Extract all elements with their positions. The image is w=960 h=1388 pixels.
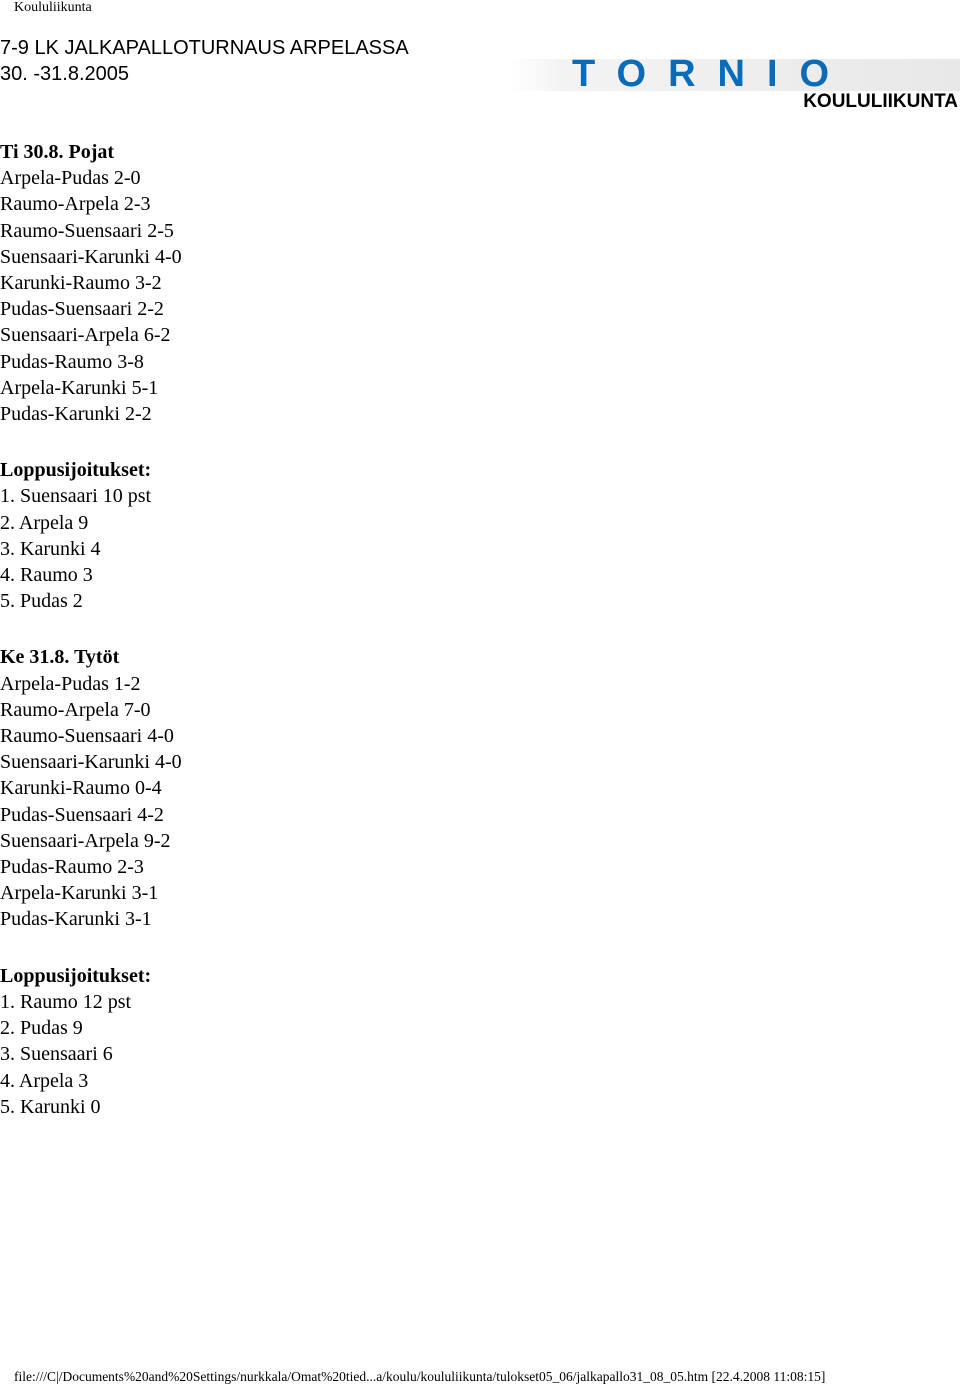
match-result: Karunki-Raumo 3-2 bbox=[0, 272, 162, 295]
girls-heading: Ke 31.8. Tytöt bbox=[0, 646, 120, 669]
logo-wordmark: TORNIO bbox=[572, 53, 852, 95]
boys-heading: Ti 30.8. Pojat bbox=[0, 141, 115, 163]
match-result: Karunki-Raumo 0-4 bbox=[0, 777, 162, 800]
results-content bbox=[0, 139, 182, 1120]
boys-section bbox=[0, 139, 182, 614]
match-result: Raumo-Suensaari 4-0 bbox=[0, 725, 174, 748]
standing-row: 5. Karunki 0 bbox=[0, 1095, 101, 1118]
print-header: Koululiikunta bbox=[14, 0, 92, 15]
girls-standings-list bbox=[0, 989, 182, 1120]
logo-subtitle: KOULULIIKUNTA bbox=[803, 91, 958, 112]
match-result: Raumo-Arpela 2-3 bbox=[0, 193, 151, 216]
girls-match-list bbox=[0, 671, 182, 933]
boys-standings-heading: Loppusijoitukset: bbox=[0, 459, 152, 482]
match-result: Raumo-Arpela 7-0 bbox=[0, 698, 151, 721]
match-result: Pudas-Raumo 2-3 bbox=[0, 856, 144, 879]
title-dates: 30. -31.8.2005 bbox=[0, 63, 129, 85]
standing-row: 4. Arpela 3 bbox=[0, 1069, 89, 1092]
boys-standings-list bbox=[0, 483, 182, 614]
match-result: Arpela-Karunki 5-1 bbox=[0, 376, 159, 399]
standing-row: 1. Suensaari 10 pst bbox=[0, 485, 152, 508]
standing-row: 3. Suensaari 6 bbox=[0, 1043, 113, 1066]
standing-row: 3. Karunki 4 bbox=[0, 537, 101, 560]
match-result: Pudas-Raumo 3-8 bbox=[0, 350, 144, 373]
match-result: Pudas-Suensaari 2-2 bbox=[0, 298, 164, 321]
standing-row: 5. Pudas 2 bbox=[0, 590, 83, 613]
title-line-1: 7-9 LK JALKAPALLOTURNAUS ARPELASSA bbox=[0, 37, 409, 59]
standing-row: 2. Pudas 9 bbox=[0, 1017, 83, 1040]
match-result: Arpela-Karunki 3-1 bbox=[0, 882, 159, 905]
match-result: Pudas-Suensaari 4-2 bbox=[0, 803, 164, 826]
page-title bbox=[0, 35, 409, 87]
girls-section bbox=[0, 644, 182, 1119]
standing-row: 2. Arpela 9 bbox=[0, 511, 89, 534]
print-footer-url: file:///C|/Documents%20and%20Settings/nurkkala/Omat%20tied...a/koulu/koululiikunta/tulokset05_06/jalkapallo31_08_05.htm [22.4.2008 11:08:15] bbox=[14, 1369, 826, 1384]
match-result: Suensaari-Arpela 9-2 bbox=[0, 829, 171, 852]
match-result: Suensaari-Karunki 4-0 bbox=[0, 751, 182, 774]
match-result: Arpela-Pudas 2-0 bbox=[0, 167, 141, 190]
spacer bbox=[0, 427, 182, 457]
tornio-logo bbox=[510, 53, 960, 115]
boys-match-list bbox=[0, 165, 182, 427]
girls-standings-heading: Loppusijoitukset: bbox=[0, 964, 152, 987]
match-result: Suensaari-Arpela 6-2 bbox=[0, 324, 171, 347]
match-result: Pudas-Karunki 2-2 bbox=[0, 403, 152, 426]
match-result: Suensaari-Karunki 4-0 bbox=[0, 245, 182, 268]
match-result: Raumo-Suensaari 2-5 bbox=[0, 219, 174, 242]
match-result: Arpela-Pudas 1-2 bbox=[0, 672, 141, 695]
spacer bbox=[0, 614, 182, 644]
spacer bbox=[0, 933, 182, 963]
standing-row: 4. Raumo 3 bbox=[0, 564, 93, 587]
standing-row: 1. Raumo 12 pst bbox=[0, 990, 132, 1013]
match-result: Pudas-Karunki 3-1 bbox=[0, 908, 152, 931]
